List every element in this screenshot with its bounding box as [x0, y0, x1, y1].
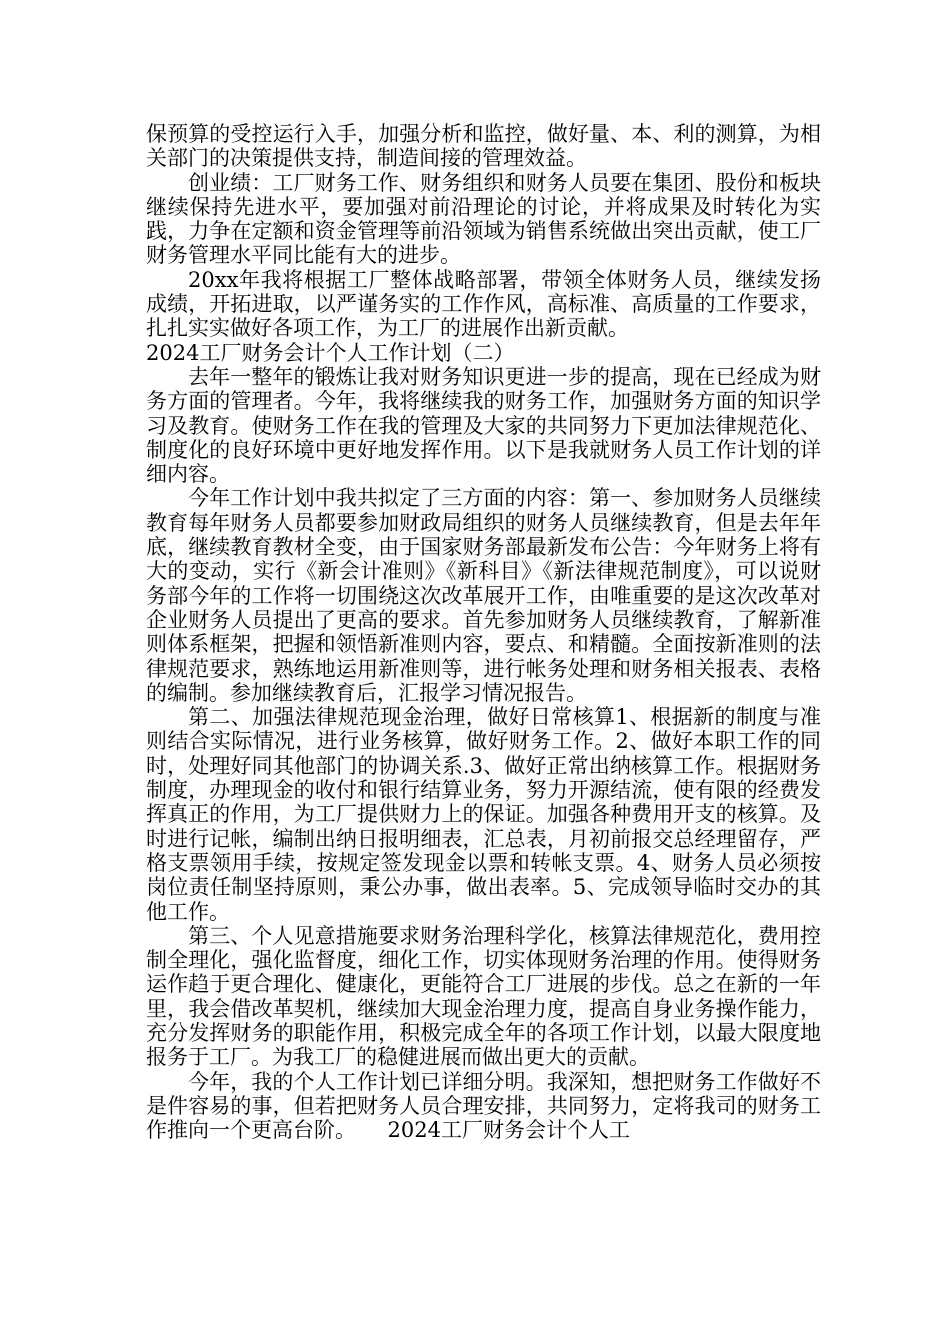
paragraph-conclusion: 今年，我的个人工作计划已详细分明。我深知，想把财务工作做好不是件容易的事，但若把财务人员合理安排，共同努力，定将我司的财务工作推向一个更高台阶。 2024工厂财务会计个人工	[146, 1069, 821, 1143]
paragraph-first-item: 今年工作计划中我共拟定了三方面的内容：第一、参加财务人员继续教育每年财务人员都要参加财政局组织的财务人员继续教育，但是去年年底，继续教育教材全变，由于国家财务部最新发布公告：今年财务上将有大的变动，实行《新会计准则》《新科目》《新法律规范制度》，可以说财务部今年的工作将一切围绕这次改革展开工作，由唯重要的是这次改革对企业财务人员提出了更高的要求。首先参加财务人员继续教育，了解新准则体系框架，把握和领悟新准则内容，要点、和精髓。全面按新准则的法律规范要求，熟练地运用新准则等，进行帐务处理和财务相关报表、表格的编制。参加继续教育后，汇报学习情况报告。	[146, 486, 821, 705]
paragraph-continuation: 保预算的受控运行入手，加强分析和监控，做好量、本、利的测算，为相关部门的决策提供支持，制造间接的管理效益。	[146, 122, 821, 171]
paragraph-second-item: 第二、加强法律规范现金治理，做好日常核算1、根据新的制度与准则结合实际情况，进行业务核算，做好财务工作。2、做好本职工作的同时，处理好同其他部门的协调关系.3、做好正常出纳核算工作。根据财务制度，办理现金的收付和银行结算业务，努力开源结流，使有限的经费发挥真正的作用，为工厂提供财力上的保证。加强各种费用开支的核算。及时进行记帐，编制出纳日报明细表，汇总表，月初前报交总经理留存，严格支票领用手续，按规定签发现金以票和转帐支票。4、财务人员必须按岗位责任制坚持原则，秉公办事，做出表率。5、完成领导临时交办的其他工作。	[146, 705, 821, 924]
paragraph-third-item: 第三、个人见意措施要求财务治理科学化，核算法律规范化，费用控制全理化，强化监督度，细化工作，切实体现财务治理的作用。使得财务运作趋于更合理化、健康化，更能符合工厂进展的步伐。总之在新的一年里，我会借改革契机，继续加大现金治理力度，提高自身业务操作能力，充分发挥财务的职能作用，积极完成全年的各项工作计划，以最大限度地报务于工厂。为我工厂的稳健进展而做出更大的贡献。	[146, 923, 821, 1070]
paragraph-last-year: 去年一整年的锻炼让我对财务知识更进一步的提高，现在已经成为财务方面的管理者。今年，我将继续我的财务工作，加强财务方面的知识学习及教育。使财务工作在我的管理及大家的共同努力下更加法律规范化、制度化的良好环境中更好地发挥作用。以下是我就财务人员工作计划的详细内容。	[146, 364, 821, 487]
document-body	[146, 122, 821, 1142]
paragraph-create-performance: 创业绩：工厂财务工作、财务组织和财务人员要在集团、股份和板块继续保持先进水平，要加强对前沿理论的讨论，并将成果及时转化为实践，力争在定额和资金管理等前沿领域为销售系统做出突出贡献，使工厂财务管理水平同比能有大的进步。	[146, 170, 821, 268]
section-heading: 2024工厂财务会计个人工作计划（二）	[146, 340, 515, 365]
paragraph-annual-plan: 20xx年我将根据工厂整体战略部署，带领全体财务人员，继续发扬成绩，开拓进取，以严谨务实的工作作风，高标准、高质量的工作要求，扎扎实实做好各项工作，为工厂的进展作出新贡献。	[146, 267, 821, 341]
